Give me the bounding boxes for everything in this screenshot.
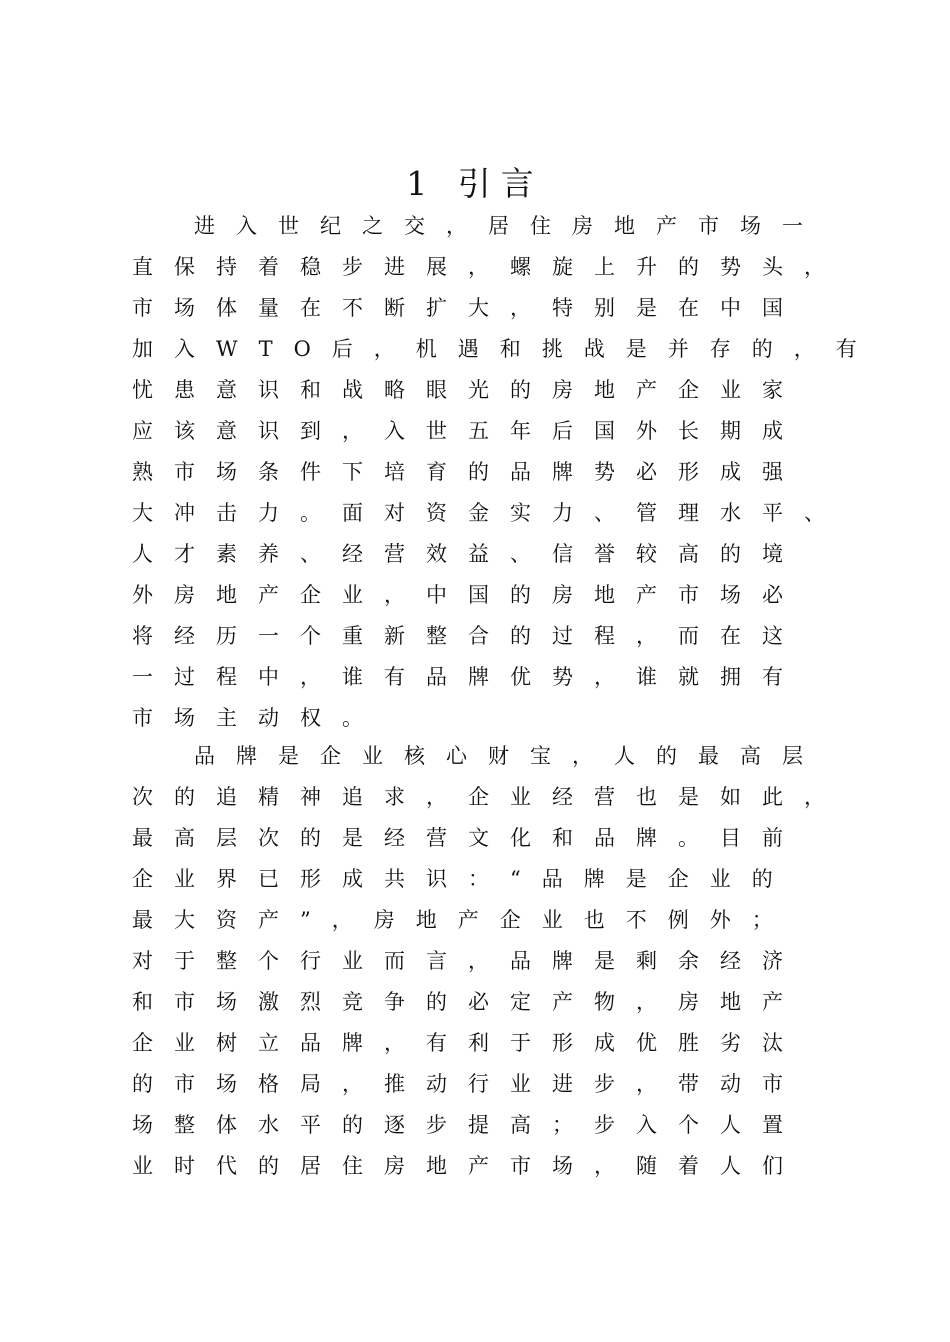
paragraph-1-line-6: 应该意识到，入世五年后国外长期成 <box>132 419 804 443</box>
paragraph-2-line-6: 对于整个行业而言，品牌是剩余经济 <box>132 949 804 973</box>
paragraph-2-line-8: 企业树立品牌，有利于形成优胜劣汰 <box>132 1031 804 1055</box>
paragraph-2-line-11: 业时代的居住房地产市场，随着人们 <box>132 1154 804 1178</box>
paragraph-1-line-7: 熟市场条件下培育的品牌势必形成强 <box>132 460 804 484</box>
paragraph-1-line-12: 一过程中，谁有品牌优势，谁就拥有 <box>132 665 804 689</box>
paragraph-2-line-10: 场整体水平的逐步提高；步入个人置 <box>132 1113 804 1137</box>
paragraph-2-line-5: 最大资产”，房地产企业也不例外； <box>132 908 794 932</box>
paragraph-2-line-2: 次的追精神追求，企业经营也是如此， <box>132 785 846 809</box>
paragraph-2-line-3: 最高层次的是经营文化和品牌。目前 <box>132 826 804 850</box>
paragraph-1-line-9: 人才素养、经营效益、信誉较高的境 <box>132 542 804 566</box>
paragraph-1-line-11: 将经历一个重新整合的过程，而在这 <box>132 624 804 648</box>
paragraph-1-line-3: 市场体量在不断扩大，特别是在中国 <box>132 296 804 320</box>
paragraph-2-line-7: 和市场激烈竞争的必定产物，房地产 <box>132 990 804 1014</box>
paragraph-1-line-8: 大冲击力。面对资金实力、管理水平、 <box>132 501 846 525</box>
paragraph-2-line-9: 的市场格局，推动行业进步，带动市 <box>132 1072 804 1096</box>
paragraph-1-line-10: 外房地产企业，中国的房地产市场必 <box>132 583 804 607</box>
paragraph-1-line-1: 进入世纪之交，居住房地产市场一 <box>194 214 824 238</box>
page-title: 1 引言 <box>406 164 544 203</box>
paragraph-1-line-5: 忧患意识和战略眼光的房地产企业家 <box>132 378 804 402</box>
paragraph-2-line-1: 品牌是企业核心财宝，人的最高层 <box>194 744 824 768</box>
paragraph-1-line-13: 市场主动权。 <box>132 706 384 730</box>
paragraph-2-line-4: 企业界已形成共识：“品牌是企业的 <box>132 867 794 891</box>
paragraph-1-line-4: 加入WTO后，机遇和挑战是并存的，有 <box>132 337 878 361</box>
paragraph-1-line-2: 直保持着稳步进展，螺旋上升的势头， <box>132 255 846 279</box>
